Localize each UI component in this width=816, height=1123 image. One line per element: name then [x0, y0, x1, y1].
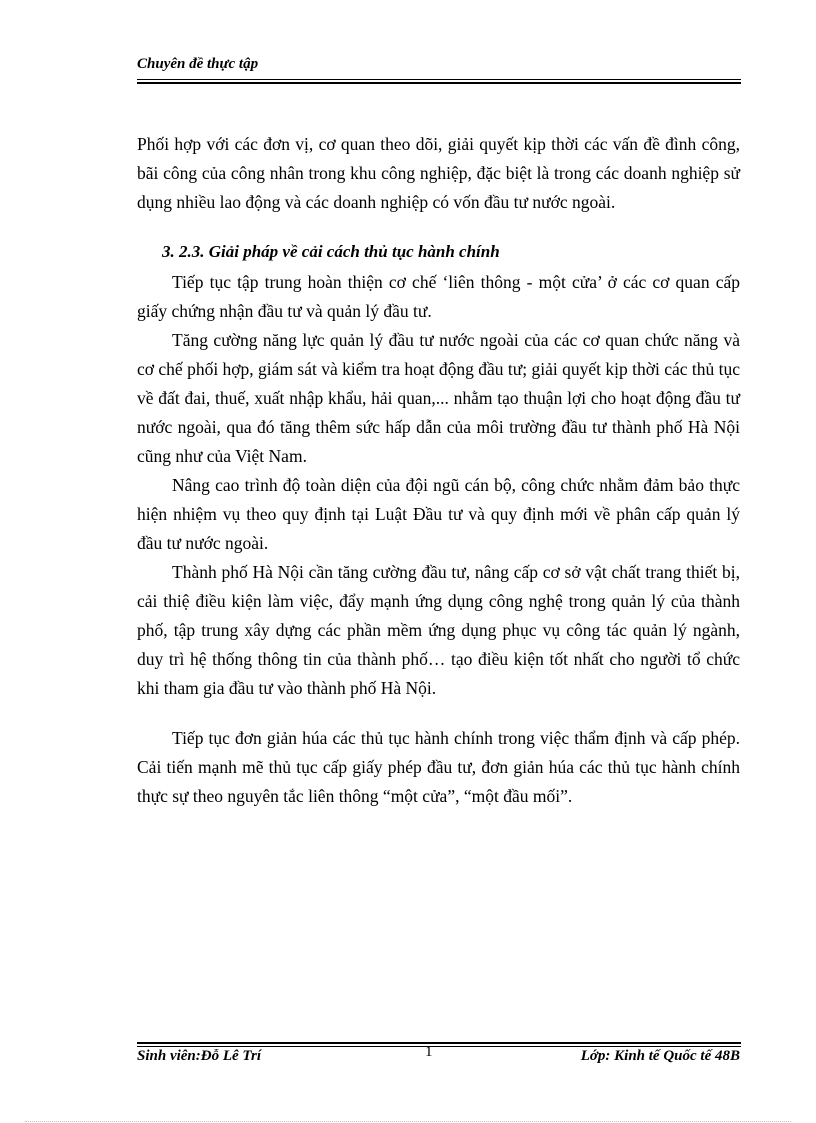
paragraph-simplify-procedures: Tiếp tục đơn giản húa các thủ tục hành chính trong việc thẩm định và cấp phép. Cải tiến mạnh mẽ thủ tục cấp giấy phép đầu tư, đơn giản húa các thủ tục hành chính thực sự theo nguyên tắc liên thông “một cửa”, “một đầu mối”. [137, 728, 740, 806]
paragraph-one-stop-mechanism: Tiếp tục tập trung hoàn thiện cơ chế ‘liên thông - một cửa’ ở các cơ quan cấp giấy chứng nhận đầu tư và quản lý đầu tư. [137, 272, 740, 321]
document-body [137, 130, 740, 811]
paragraph-gap [137, 703, 740, 724]
intro-paragraph: Phối hợp với các đơn vị, cơ quan theo dõi, giải quyết kịp thời các vấn đề đình công, bãi công của công nhân trong khu công nghiệp, đặc biệt là trong các doanh nghiệp sử dụng nhiều lao động và các doanh nghiệp có vốn đầu tư nước ngoài. [137, 134, 740, 212]
footer-divider [137, 1042, 741, 1047]
paragraph-staff-qualification: Nâng cao trình độ toàn diện của đội ngũ cán bộ, công chức nhằm đảm bảo thực hiện nhiệm vụ theo quy định tại Luật Đầu tư và quy định mới về phân cấp quản lý đầu tư nước ngoài. [137, 475, 740, 553]
paragraph-infrastructure: Thành phố Hà Nội cần tăng cường đầu tư, nâng cấp cơ sở vật chất trang thiết bị, cải thiệ điều kiện làm việc, đẩy mạnh ứng dụng công nghệ trong quản lý của thành phố, tập trung xây dựng các phần mềm ứng dụng phục vụ công tác quản lý ngành, duy trì hệ thống thông tin của thành phố… tạo điều kiện tốt nhất cho người tổ chức khi tham gia đầu tư vào thành phố Hà Nội. [137, 562, 740, 698]
header-divider [137, 79, 741, 84]
page-number: 1 [425, 1044, 433, 1060]
section-heading: 3. 2.3. Giải pháp về cải cách thủ tục hành chính [162, 242, 500, 261]
header-title: Chuyên đề thực tập [137, 56, 259, 72]
paragraph-management-capacity: Tăng cường năng lực quản lý đầu tư nước ngoài của các cơ quan chức năng và cơ chế phối hợp, giám sát và kiểm tra hoạt động đầu tư; giải quyết kịp thời các thủ tục về đất đai, thuế, xuất nhập khẩu, hải quan,... nhằm tạo thuận lợi cho hoạt động đầu tư nước ngoài, qua đó tăng thêm sức hấp dẫn của môi trường đầu tư thành phố Hà Nội cũng như của Việt Nam. [137, 330, 740, 466]
page-edge-divider [25, 1121, 791, 1122]
footer-class-name: Lớp: Kinh tế Quốc tế 48B [580, 1048, 740, 1064]
footer-student-name: Sinh viên:Đỗ Lê Trí [137, 1048, 262, 1064]
